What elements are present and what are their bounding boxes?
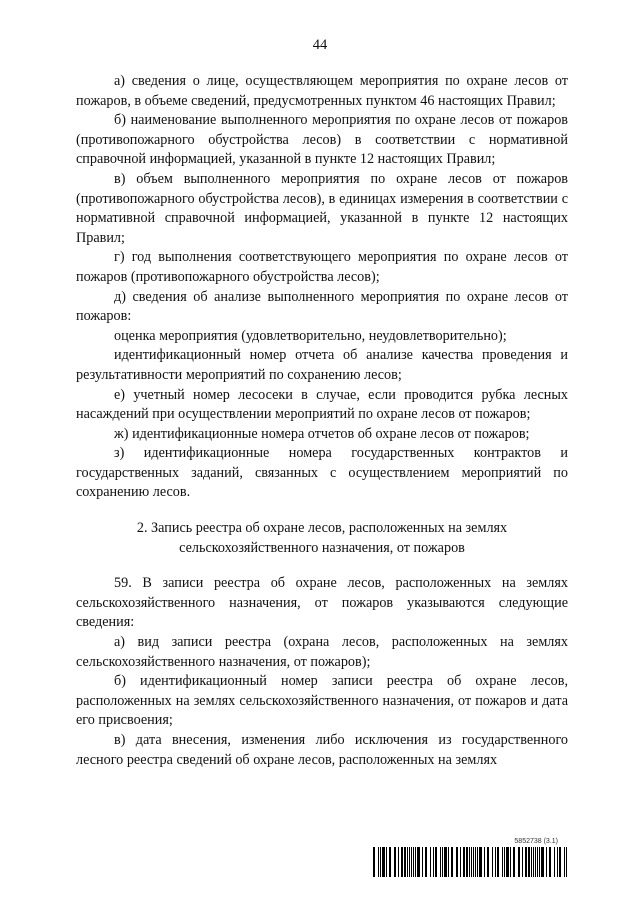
paragraph-59-b: б) идентификационный номер записи реестра об охране лесов, расположенных на землях сельскохозяйственного назначения, от пожаров и дата его присвоения; bbox=[76, 673, 568, 729]
paragraph-item-zh: ж) идентификационные номера отчетов об охране лесов от пожаров; bbox=[114, 425, 530, 442]
paragraph-assessment: оценка мероприятия (удовлетворительно, неудовлетворительно); bbox=[114, 327, 507, 344]
paragraph-59-a: а) вид записи реестра (охрана лесов, расположенных на землях сельскохозяйственного назначения, от пожаров); bbox=[76, 634, 568, 670]
document-code: 5852738 (3.1) bbox=[514, 838, 558, 845]
document-body bbox=[76, 72, 568, 770]
paragraph-59-v: в) дата внесения, изменения либо исключения из государственного лесного реестра сведений об охране лесов, расположенных на землях bbox=[76, 732, 568, 768]
paragraph-item-a: а) сведения о лице, осуществляющем мероприятия по охране лесов от пожаров, в объеме сведений, предусмотренных пунктом 46 настоящих Правил; bbox=[76, 73, 568, 109]
page-number: 44 bbox=[312, 37, 328, 53]
paragraph-report-id: идентификационный номер отчета об анализе качества проведения и результативности мероприятий по сохранению лесов; bbox=[76, 347, 568, 383]
paragraph-item-v: в) объем выполненного мероприятия по охране лесов от пожаров (противопожарного обустройства лесов), в единицах измерения в соответствии с нормативной справочной информацией, указанной в пункте 12 настоящих Правил; bbox=[76, 170, 568, 246]
paragraph-item-z: з) идентификационные номера государственных контрактов и государственных заданий, связанных с осуществлением мероприятий по сохранению лесов. bbox=[76, 445, 568, 501]
paragraph-item-g: г) год выполнения соответствующего мероприятия по охране лесов от пожаров (противопожарного обустройства лесов); bbox=[76, 249, 568, 285]
paragraph-item-b: б) наименование выполненного мероприятия по охране лесов от пожаров (противопожарного обустройства лесов) в соответствии с нормативной справочной информацией, указанной в пункте 12 настоящих Правил; bbox=[76, 112, 568, 168]
section-heading: 2. Запись реестра об охране лесов, расположенных на землях сельскохозяйственного назначения, от пожаров bbox=[136, 520, 508, 556]
barcode-image bbox=[373, 847, 567, 877]
paragraph-item-e: е) учетный номер лесосеки в случае, если проводится рубка лесных насаждений при осуществлении мероприятий по охране лесов от пожаров; bbox=[76, 386, 568, 423]
paragraph-item-59: 59. В записи реестра об охране лесов, расположенных на землях сельскохозяйственного назначения, от пожаров указываются следующие сведения: bbox=[76, 575, 568, 631]
paragraph-item-d: д) сведения об анализе выполненного мероприятия по охране лесов от пожаров: bbox=[76, 288, 568, 325]
